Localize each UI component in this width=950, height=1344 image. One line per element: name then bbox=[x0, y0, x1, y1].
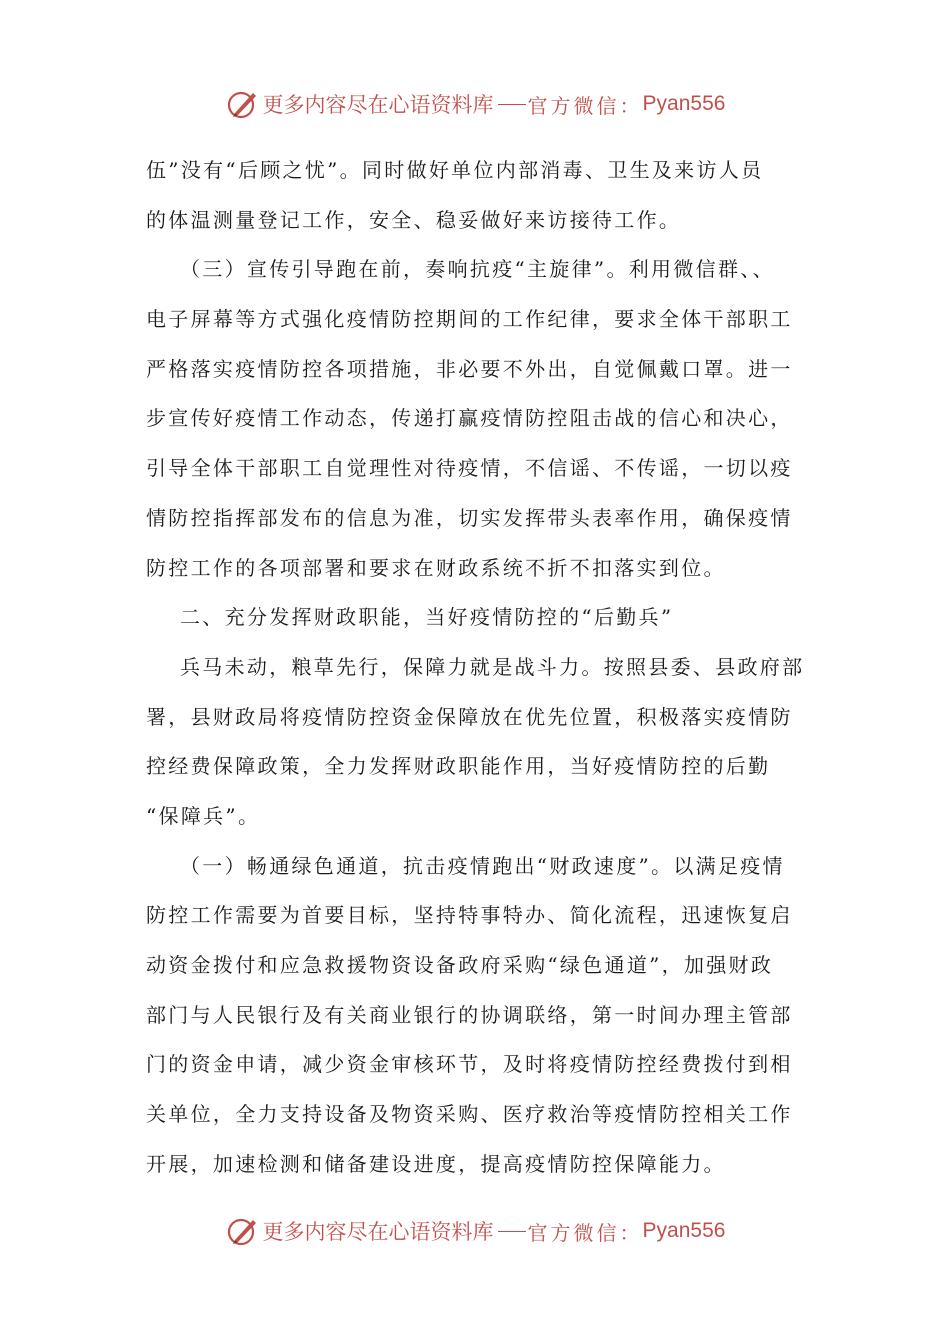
text-line: 情防控指挥部发布的信息为准，切实发挥带头表率作用，确保疫情 bbox=[146, 505, 793, 530]
text-line: 步宣传好疫情工作动态，传递打赢疫情防控阻击战的信心和决心， bbox=[146, 406, 793, 431]
banner-wechat-id: Pyan556 bbox=[642, 1219, 726, 1242]
text-line: 伍”没有“后顾之忧”。同时做好单位内部消毒、卫生及来访人员 bbox=[146, 158, 764, 182]
text-line: 部门与人民银行及有关商业银行的协调联络，第一时间办理主管部 bbox=[146, 1002, 793, 1027]
banner-official-label: 官方微信： bbox=[527, 1220, 643, 1245]
document-body bbox=[146, 146, 806, 1189]
text-line: 署，县财政局将疫情防控资金保障放在优先位置，积极落实疫情防 bbox=[146, 704, 793, 729]
text-line: 开展，加速检测和储备建设进度，提高疫情防控保障能力。 bbox=[146, 1151, 726, 1176]
text-line: 关单位，全力支持设备及物资采购、医疗救治等疫情防控相关工作 bbox=[146, 1102, 793, 1127]
text-line: 防控工作的各项部署和要求在财政系统不折不扣落实到位。 bbox=[146, 555, 726, 580]
banner-wechat-id: Pyan556 bbox=[642, 92, 726, 115]
pen-logo-icon bbox=[225, 87, 259, 121]
text-line: 动资金拨付和应急救援物资设备政府采购“绿色通道”，加强财政 bbox=[146, 953, 774, 977]
banner-dash bbox=[498, 1231, 526, 1232]
banner-text: 更多内容尽在心语资料库 bbox=[262, 93, 494, 117]
text-line: 电子屏幕等方式强化疫情防控期间的工作纪律，要求全体干部职工 bbox=[146, 307, 793, 332]
text-line: （三）宣传引导跑在前，奏响抗疫“主旋律”。利用微信群、、 bbox=[180, 257, 775, 282]
banner-text: 更多内容尽在心语资料库 bbox=[262, 1220, 494, 1244]
text-line: 防控工作需要为首要目标，坚持特事特办、简化流程，迅速恢复启 bbox=[146, 903, 793, 928]
text-line: 兵马未动，粮草先行，保障力就是战斗力。按照县委、县政府部 bbox=[180, 654, 805, 679]
text-line: 的体温测量登记工作，安全、稳妥做好来访接待工作。 bbox=[146, 207, 682, 232]
banner-dash bbox=[498, 104, 526, 105]
text-line: 严格落实疫情防控各项措施，非必要不外出，自觉佩戴口罩。进一 bbox=[146, 356, 793, 381]
text-line: 门的资金申请，减少资金审核环节，及时将疫情防控经费拨付到相 bbox=[146, 1052, 793, 1077]
text-line: “保障兵”。 bbox=[146, 803, 261, 828]
banner-official-label: 官方微信： bbox=[527, 93, 643, 118]
section-heading: 二、充分发挥财政职能，当好疫情防控的“后勤兵” bbox=[180, 605, 674, 630]
header-watermark-banner bbox=[0, 84, 950, 124]
footer-watermark-banner bbox=[0, 1211, 950, 1251]
pen-logo-icon bbox=[225, 1214, 259, 1248]
text-line: 引导全体干部职工自觉理性对待疫情，不信谣、不传谣，一切以疫 bbox=[146, 456, 793, 481]
text-line: 控经费保障政策，全力发挥财政职能作用，当好疫情防控的后勤 bbox=[146, 754, 771, 779]
text-line: （一）畅通绿色通道，抗击疫情跑出“财政速度”。以满足疫情 bbox=[180, 853, 785, 878]
